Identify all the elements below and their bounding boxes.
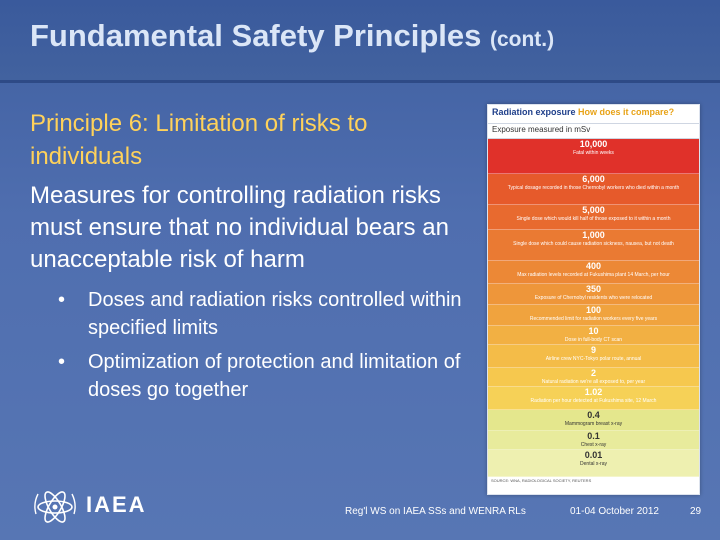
infographic-title	[488, 105, 699, 123]
infographic-row-value: 9	[590, 345, 596, 355]
infographic-row-desc: Radiation per hour detected at Fukushima site, 12 March	[530, 398, 657, 404]
bullet-icon: •	[58, 351, 66, 373]
infographic-row-desc: Dental x-ray	[580, 461, 607, 467]
bullet-icon: •	[58, 289, 66, 311]
infographic-title-part1: Radiation exposure	[492, 107, 576, 117]
slide-title	[30, 18, 554, 54]
infographic-rows	[488, 139, 699, 477]
infographic-row-desc: Single dose which could cause radiation sickness, nausea, but not death	[513, 241, 674, 247]
infographic-row-value: 350	[585, 284, 602, 294]
bullet-text: Optimization of protection and limitation of doses go together	[88, 351, 461, 401]
iaea-logo-icon	[30, 484, 80, 530]
infographic-row-value: 5,000	[582, 205, 605, 215]
infographic-row-value: 10	[588, 326, 599, 336]
bullet-list	[58, 286, 488, 410]
infographic-row	[488, 139, 699, 174]
infographic-row-desc: Chest x-ray	[580, 442, 607, 448]
footer-event: Reg'l WS on IAEA SSs and WENRA RLs	[345, 506, 526, 517]
bullet-item	[58, 348, 488, 404]
infographic-row	[488, 284, 699, 305]
radiation-infographic	[487, 104, 700, 495]
bullet-text: Doses and radiation risks controlled within specified limits	[88, 289, 462, 339]
infographic-row	[488, 410, 699, 431]
infographic-source: SOURCE: WNA, RADIOLOGICAL SOCIETY, REUTERS	[491, 478, 592, 483]
infographic-row-desc: Mammogram breast x-ray	[564, 421, 623, 427]
slide-title-suffix: (cont.)	[489, 28, 555, 51]
infographic-row	[488, 205, 699, 230]
infographic-title-part2: How does it compare?	[578, 107, 675, 117]
title-divider	[0, 80, 720, 83]
infographic-row-value: 1,000	[582, 230, 605, 240]
slide-title-main: Fundamental Safety Principles	[30, 18, 482, 53]
infographic-row-desc: Airline crew NYC-Tokyo polar route, annual	[545, 356, 642, 362]
infographic-row-value: 2	[590, 368, 596, 378]
iaea-logo-text: IAEA	[86, 492, 147, 517]
infographic-row-desc: Dose in full-body CT scan	[564, 337, 623, 343]
infographic-row-desc: Natural radiation we're all exposed to, per year	[541, 379, 646, 385]
infographic-row	[488, 431, 699, 450]
infographic-row-desc: Fatal within weeks	[573, 150, 614, 156]
infographic-row-value: 0.1	[587, 431, 600, 441]
infographic-row	[488, 326, 699, 345]
principle-heading: Principle 6: Limitation of risks to individuals	[30, 110, 368, 170]
infographic-units: Exposure measured in mSv	[488, 123, 699, 139]
infographic-row-desc: Max radiation levels recorded at Fukushima plant 14 March, per hour	[517, 272, 670, 278]
infographic-row	[488, 450, 699, 477]
infographic-row-desc: Recommended limit for radiation workers every five years	[529, 316, 658, 322]
infographic-row-value: 0.4	[587, 410, 600, 420]
infographic-row-value: 400	[585, 261, 602, 271]
infographic-row	[488, 305, 699, 326]
infographic-row-value: 6,000	[582, 174, 605, 184]
infographic-row-value: 100	[585, 305, 602, 315]
page-number: 29	[690, 506, 702, 517]
infographic-row-desc: Single dose which would kill half of those exposed to it within a month	[516, 216, 671, 222]
footer-date: 01-04 October 2012	[570, 506, 659, 517]
infographic-row	[488, 261, 699, 284]
bullet-item	[58, 286, 488, 342]
infographic-row-value: 10,000	[579, 139, 608, 149]
infographic-row-desc: Typical dosage recorded in those Chernobyl workers who died within a month	[507, 185, 680, 191]
infographic-row	[488, 230, 699, 261]
infographic-row	[488, 368, 699, 387]
infographic-row	[488, 387, 699, 410]
infographic-row-desc: Exposure of Chernobyl residents who were relocated	[534, 295, 653, 301]
infographic-row	[488, 174, 699, 205]
infographic-row-value: 1.02	[584, 387, 603, 397]
infographic-row-value: 0.01	[584, 450, 603, 460]
infographic-row	[488, 345, 699, 368]
measures-text: Measures for controlling radiation risks must ensure that no individual bears an unacceptable risk of harm	[30, 182, 449, 273]
